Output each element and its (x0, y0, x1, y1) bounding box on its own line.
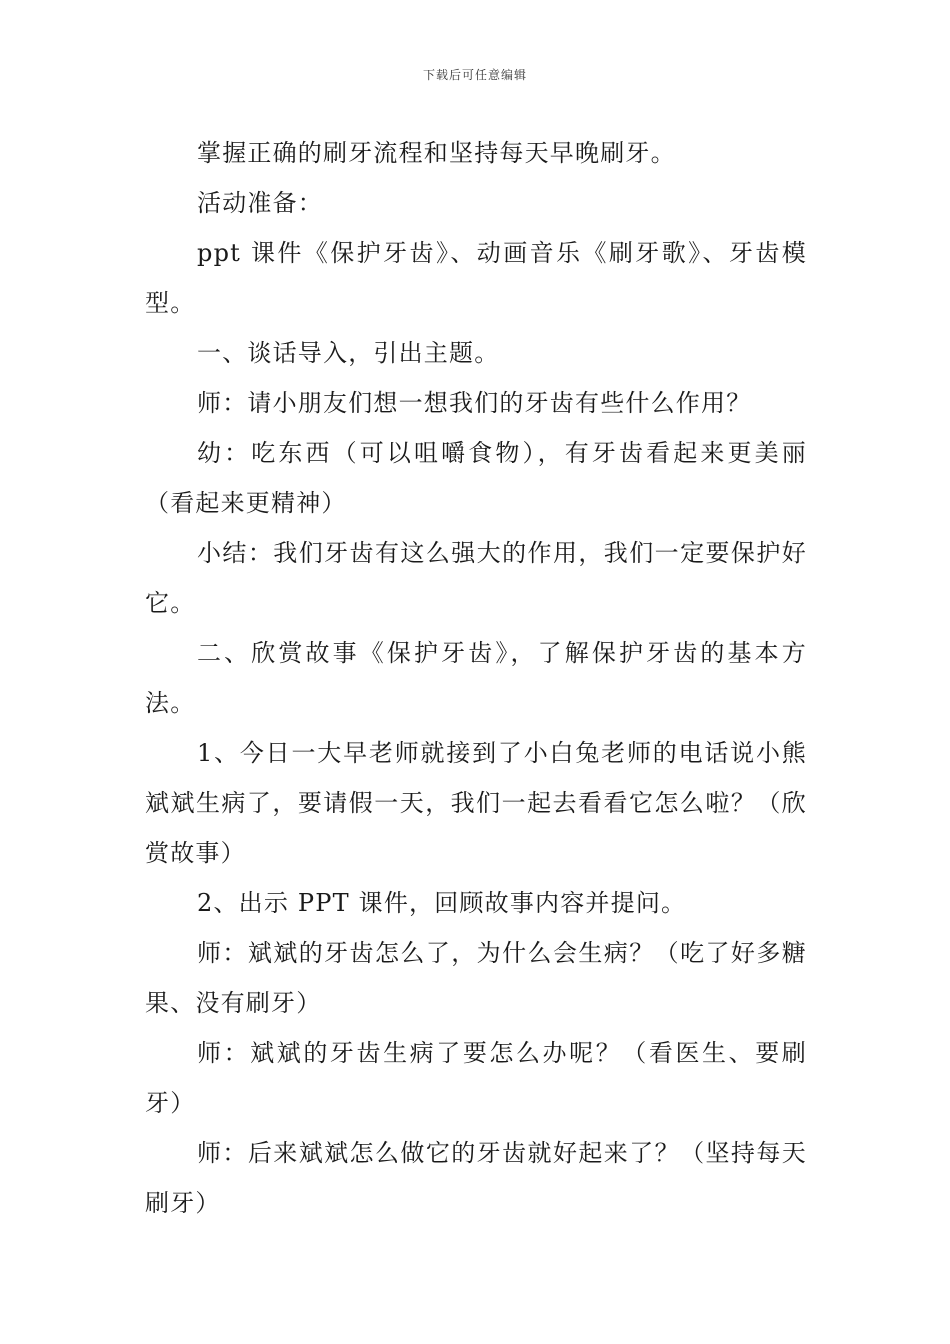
paragraph: 2、出示 PPT 课件，回顾故事内容并提问。 (197, 889, 687, 917)
header-note: 下载后可任意编辑 (422, 68, 527, 82)
paragraph: 师：斌斌的牙齿怎么了，为什么会生病？（吃了好多糖果、没有刷牙） (145, 939, 807, 1017)
paragraph: 小结：我们牙齿有这么强大的作用，我们一定要保护好它。 (145, 539, 807, 617)
document-body (145, 128, 807, 1228)
paragraph: 师：请小朋友们想一想我们的牙齿有些什么作用？ (197, 389, 752, 417)
section-heading: 一、谈话导入，引出主题。 (197, 339, 500, 367)
section-heading: 二、欣赏故事《保护牙齿》，了解保护牙齿的基本方法。 (145, 639, 807, 717)
paragraph: 师：后来斌斌怎么做它的牙齿就好起来了？（坚持每天刷牙） (145, 1139, 807, 1217)
paragraph: ppt 课件《保护牙齿》、动画音乐《刷牙歌》、牙齿模型。 (145, 239, 807, 317)
paragraph: 1、今日一大早老师就接到了小白兔老师的电话说小熊斌斌生病了，要请假一天，我们一起去看看它怎么啦？（欣赏故事） (145, 739, 807, 867)
paragraph: 幼：吃东西（可以咀嚼食物），有牙齿看起来更美丽（看起来更精神） (145, 439, 807, 517)
section-label: 活动准备： (197, 189, 323, 217)
paragraph: 师：斌斌的牙齿生病了要怎么办呢？（看医生、要刷牙） (145, 1039, 807, 1117)
paragraph: 掌握正确的刷牙流程和坚持每天早晚刷牙。 (197, 139, 676, 167)
